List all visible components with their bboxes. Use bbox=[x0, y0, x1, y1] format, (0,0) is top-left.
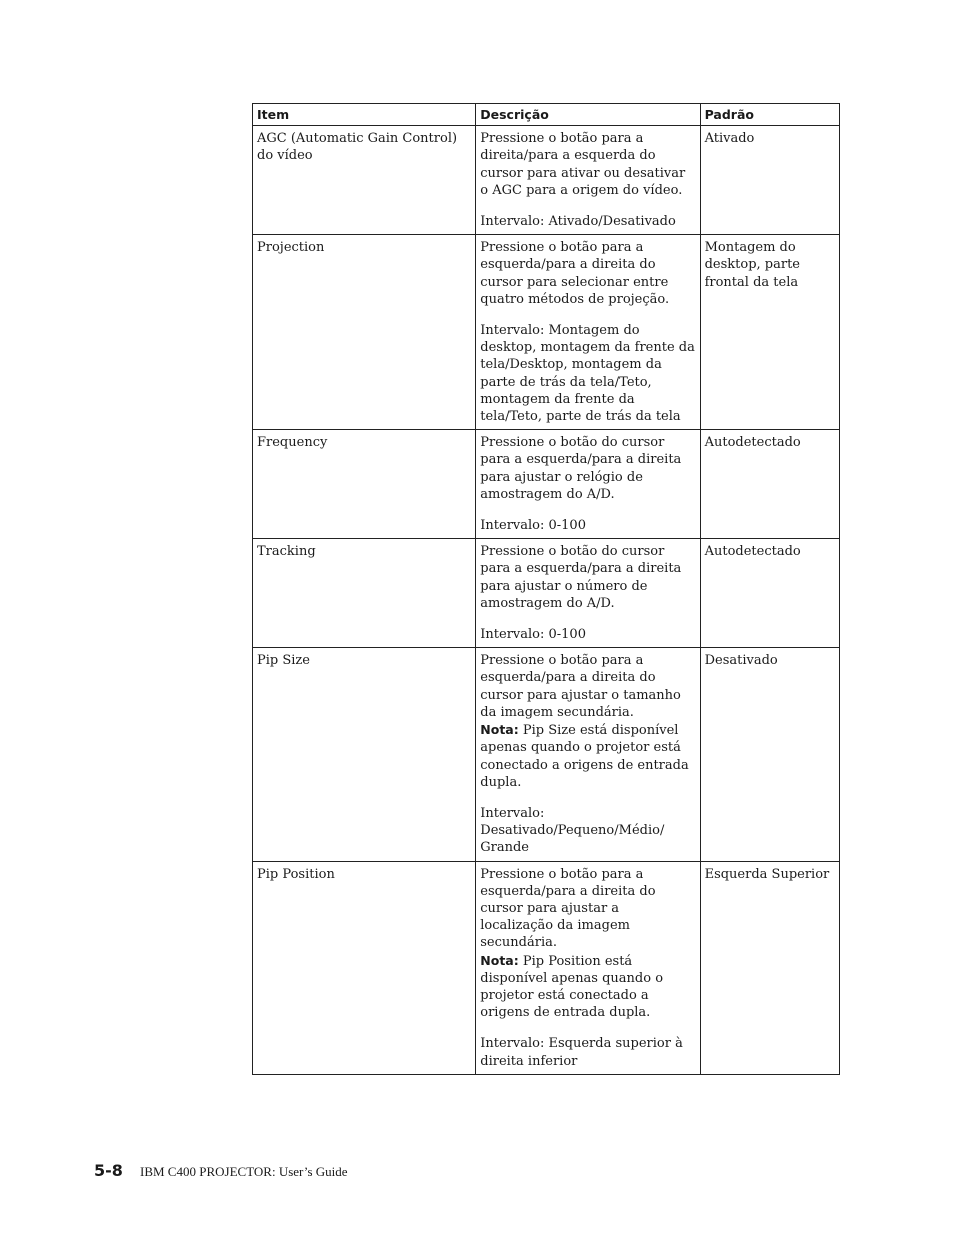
table-row bbox=[253, 235, 840, 430]
row-default: Autodetectado bbox=[700, 430, 839, 539]
table-row bbox=[253, 861, 840, 1074]
note-label: Nota: bbox=[480, 722, 519, 738]
note-text: Pip Position está disponível apenas quando o projetor está conectado a origens de entrada dupla. bbox=[480, 953, 664, 1021]
description-text: Pressione o botão do cursor para a esquerda/para a direita para ajustar o relógio de amostragem do A/D. bbox=[480, 435, 682, 502]
table-row bbox=[253, 539, 840, 648]
row-description bbox=[476, 235, 700, 430]
row-description bbox=[476, 539, 700, 648]
note-paragraph bbox=[480, 952, 695, 1022]
row-item: Pip Size bbox=[253, 648, 476, 861]
table-row bbox=[253, 430, 840, 539]
range-text: Intervalo: Desativado/Pequeno/Médio/ Grande bbox=[480, 805, 665, 856]
note-paragraph bbox=[480, 721, 695, 791]
description-text: Pressione o botão do cursor para a esquerda/para a direita para ajustar o número de amostragem do A/D. bbox=[480, 544, 682, 611]
row-item: Pip Position bbox=[253, 861, 476, 1074]
row-item: Tracking bbox=[253, 539, 476, 648]
row-default: Esquerda Superior bbox=[700, 861, 839, 1074]
range-text: Intervalo: 0-100 bbox=[480, 627, 586, 643]
description-text: Pressione o botão para a esquerda/para a direita do cursor para selecionar entre quatro métodos de projeção. bbox=[480, 240, 670, 307]
table-row bbox=[253, 126, 840, 235]
row-default: Desativado bbox=[700, 648, 839, 861]
row-default: Autodetectado bbox=[700, 539, 839, 648]
header-default: Padrão bbox=[700, 104, 839, 126]
settings-table bbox=[252, 103, 840, 1075]
row-default: Montagem do desktop, parte frontal da tela bbox=[700, 235, 839, 430]
description-text: Pressione o botão para a esquerda/para a direita do cursor para ajustar a localização da imagem secundária. bbox=[480, 866, 656, 951]
description-text: Pressione o botão para a esquerda/para a direita do cursor para ajustar o tamanho da imagem secundária. bbox=[480, 653, 681, 720]
note-text: Pip Size está disponível apenas quando o projetor está conectado a origens de entrada dupla. bbox=[480, 723, 689, 790]
description-text: Pressione o botão para a direita/para a esquerda do cursor para ativar ou desativar o AGC para a origem do vídeo. bbox=[480, 131, 686, 198]
note-label: Nota: bbox=[480, 952, 519, 968]
row-description bbox=[476, 648, 700, 861]
range-text: Intervalo: Esquerda superior à direita inferior bbox=[480, 1036, 683, 1069]
row-description bbox=[476, 430, 700, 539]
range-text: Intervalo: Montagem do desktop, montagem da frente da tela/Desktop, montagem da parte de trás da tela/Teto, montagem da frente da tela/Teto, parte de trás da tela bbox=[480, 323, 695, 425]
range-text: Intervalo: Ativado/Desativado bbox=[480, 214, 676, 230]
row-item: Projection bbox=[253, 235, 476, 430]
row-description bbox=[476, 126, 700, 235]
page-footer bbox=[94, 1161, 348, 1180]
table-header-row bbox=[253, 104, 840, 126]
row-item: Frequency bbox=[253, 430, 476, 539]
row-item: AGC (Automatic Gain Control) do vídeo bbox=[253, 126, 476, 235]
header-item: Item bbox=[253, 104, 476, 126]
table-row bbox=[253, 648, 840, 861]
row-default: Ativado bbox=[700, 126, 839, 235]
page-number: 5-8 bbox=[94, 1161, 123, 1180]
document-title: IBM C400 PROJECTOR: User’s Guide bbox=[140, 1164, 348, 1179]
range-text: Intervalo: 0-100 bbox=[480, 518, 586, 534]
header-description: Descrição bbox=[476, 104, 700, 126]
row-description bbox=[476, 861, 700, 1074]
